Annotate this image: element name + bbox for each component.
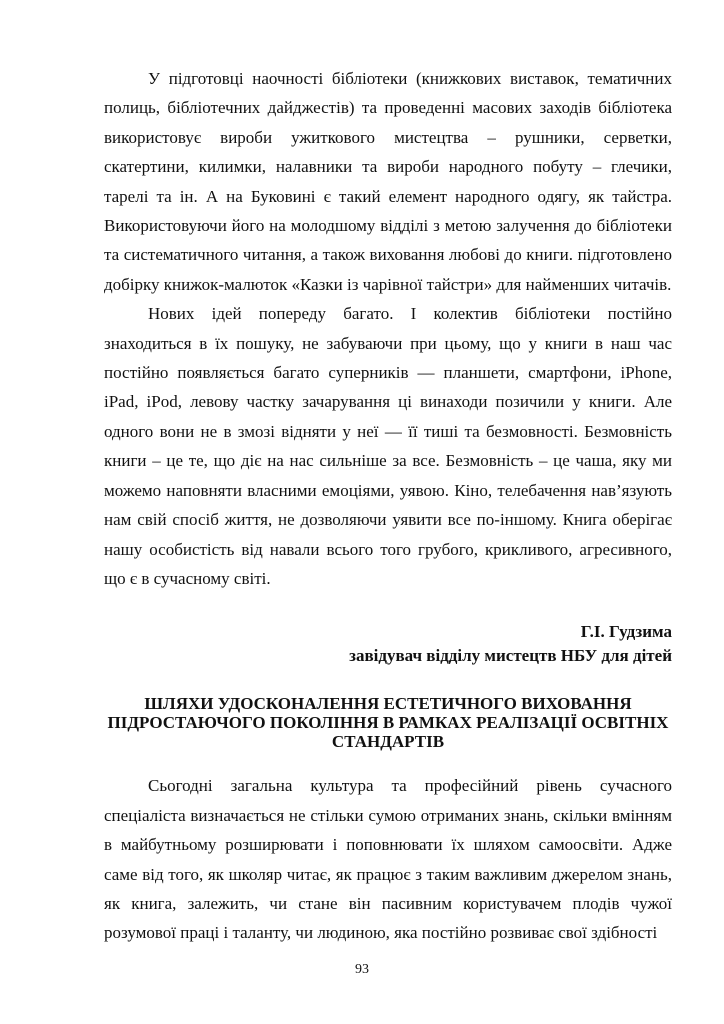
author-name: Г.І. Гудзима [580, 622, 672, 642]
paragraph-article-intro: Сьогодні загальна культура та професійний рівень сучасного спеціаліста визначається не стільки сумою отриманих знань, скільки вмінням в майбутньому розширювати і поповнювати їх шляхом самоосвіти. Адже саме від того, як школяр читає, як працює з таким важливим джерелом знань, як книга, залежить, чи стане він пасивним користувачем плодів чужої розумової праці і таланту, чи людиною, яка постійно розвиває свої здібності [104, 776, 672, 943]
heading-line: ПІДРОСТАЮЧОГО ПОКОЛІННЯ В РАМКАХ РЕАЛІЗАЦІЇ ОСВІТНІХ [107, 713, 669, 733]
author-signature [104, 620, 672, 668]
heading-line: СТАНДАРТІВ [331, 732, 445, 752]
article-heading [104, 694, 672, 751]
heading-line: ШЛЯХИ УДОСКОНАЛЕННЯ ЕСТЕТИЧНОГО ВИХОВАННЯ [144, 694, 632, 714]
author-position: завідувач відділу мистецтв НБУ для дітей [349, 646, 672, 666]
page-number: 93 [355, 962, 369, 977]
paragraph-library-exhibits: У підготовці наочності бібліотеки (книжкових виставок, тематичних полиць, бібліотечних дайджестів) та проведенні масових заходів бібліотека використовує вироби ужиткового мистецтва – рушники, серветки, скатертини, килимки, налавники та вироби народного побуту – глечики, тарелі та ін. А на Буковині є такий елемент народного одягу, як тайстра. Використовуючи його на молодшому відділі з метою залучення до бібліотеки та систематичного читання, а також виховання любові до книги. підготовлено добірку книжок-малюток «Казки із чарівної тайстри» для найменших читачів. [104, 69, 672, 294]
paragraph-new-ideas: Нових ідей попереду багато. І колектив бібліотеки постійно знаходиться в їх пошуку, не забуваючи при цьому, що у книги в наш час постійно появляється багато суперників — планшети, смартфони, iPhone, iPad, iPod, левову частку зачарування ці винаходи позичили у книги. Але одного вони не в змозі відняти у неї — її тиші та безмовності. Безмовність книги – це те, що діє на нас сильніше за все. Безмовність – це чаша, яку ми можемо наповняти власними емоціями, уявою. Кіно, телебачення нав’язують нам свій спосіб життя, не дозволяючи уявити все по-іншому. Книга оберігає нашу особистість від навали всього того грубого, крикливого, агресивного, що є в сучасному світі. [104, 304, 672, 588]
